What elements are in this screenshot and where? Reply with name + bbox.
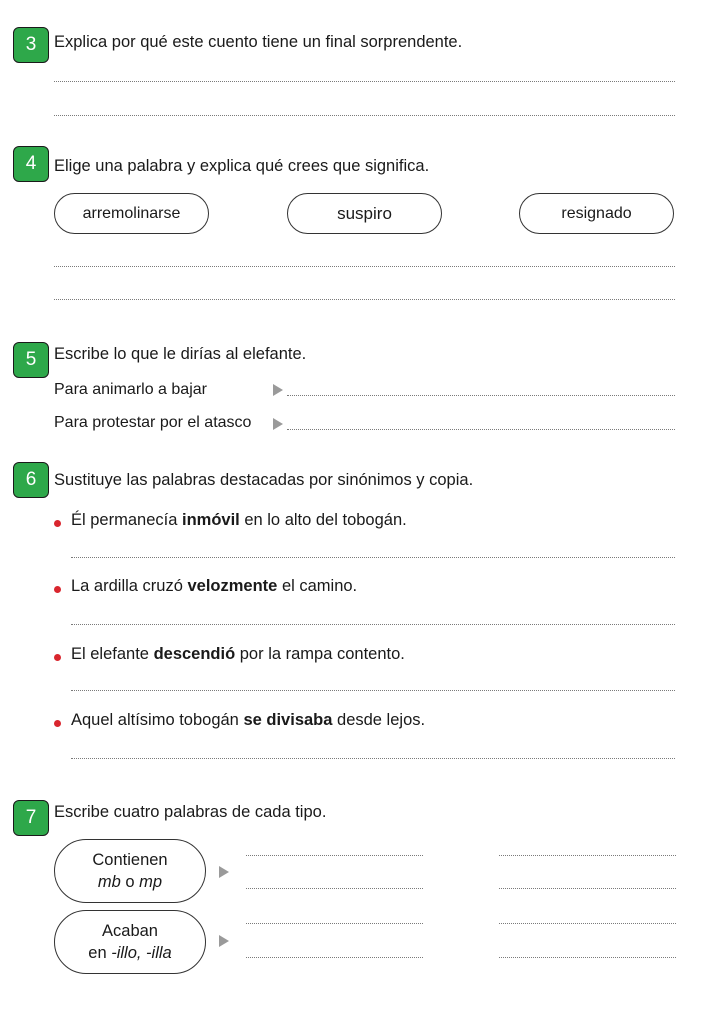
bullet-icon xyxy=(54,520,61,527)
answer-line[interactable] xyxy=(246,888,423,889)
sentence: La ardilla cruzó velozmente el camino. xyxy=(71,577,358,595)
answer-line[interactable] xyxy=(71,624,675,625)
question-number-7: 7 xyxy=(13,800,49,836)
word-option: suspiro xyxy=(287,193,442,234)
arrow-icon xyxy=(273,384,283,396)
category-box-mb-mp: Contienen mb o mp xyxy=(54,839,206,903)
answer-line[interactable] xyxy=(54,115,675,116)
answer-line[interactable] xyxy=(246,923,423,924)
answer-line[interactable] xyxy=(499,888,676,889)
arrow-icon xyxy=(273,418,283,430)
answer-line[interactable] xyxy=(246,957,423,958)
answer-line[interactable] xyxy=(54,81,675,82)
answer-line[interactable] xyxy=(499,957,676,958)
sentence: El elefante descendió por la rampa contento. xyxy=(71,645,405,663)
answer-line[interactable] xyxy=(54,299,675,300)
question-5-text: Escribe lo que le dirías al elefante. xyxy=(54,345,307,363)
question-number-5: 5 xyxy=(13,342,49,378)
answer-line[interactable] xyxy=(499,923,676,924)
bullet-icon xyxy=(54,720,61,727)
question-6-text: Sustituye las palabras destacadas por sinónimos y copia. xyxy=(54,471,474,489)
question-4-text: Elige una palabra y explica qué crees que significa. xyxy=(54,157,430,175)
word-option: arremolinarse xyxy=(54,193,209,234)
answer-line[interactable] xyxy=(287,429,675,430)
bullet-icon xyxy=(54,654,61,661)
answer-line[interactable] xyxy=(71,690,675,691)
answer-line[interactable] xyxy=(54,266,675,267)
sentence: Él permanecía inmóvil en lo alto del tobogán. xyxy=(71,511,407,529)
prompt-label: Para protestar por el atasco xyxy=(54,414,252,431)
question-number-3: 3 xyxy=(13,27,49,63)
question-number-4: 4 xyxy=(13,146,49,182)
answer-line[interactable] xyxy=(499,855,676,856)
answer-line[interactable] xyxy=(71,758,675,759)
bullet-icon xyxy=(54,586,61,593)
answer-line[interactable] xyxy=(246,855,423,856)
sentence: Aquel altísimo tobogán se divisaba desde lejos. xyxy=(71,711,426,729)
answer-line[interactable] xyxy=(287,395,675,396)
question-7-text: Escribe cuatro palabras de cada tipo. xyxy=(54,803,327,821)
arrow-icon xyxy=(219,866,229,878)
word-option: resignado xyxy=(519,193,674,234)
question-number-6: 6 xyxy=(13,462,49,498)
prompt-label: Para animarlo a bajar xyxy=(54,381,207,398)
question-3-text: Explica por qué este cuento tiene un final sorprendente. xyxy=(54,33,463,51)
category-box-illo-illa: Acaban en -illo, -illa xyxy=(54,910,206,974)
answer-line[interactable] xyxy=(71,557,675,558)
arrow-icon xyxy=(219,935,229,947)
